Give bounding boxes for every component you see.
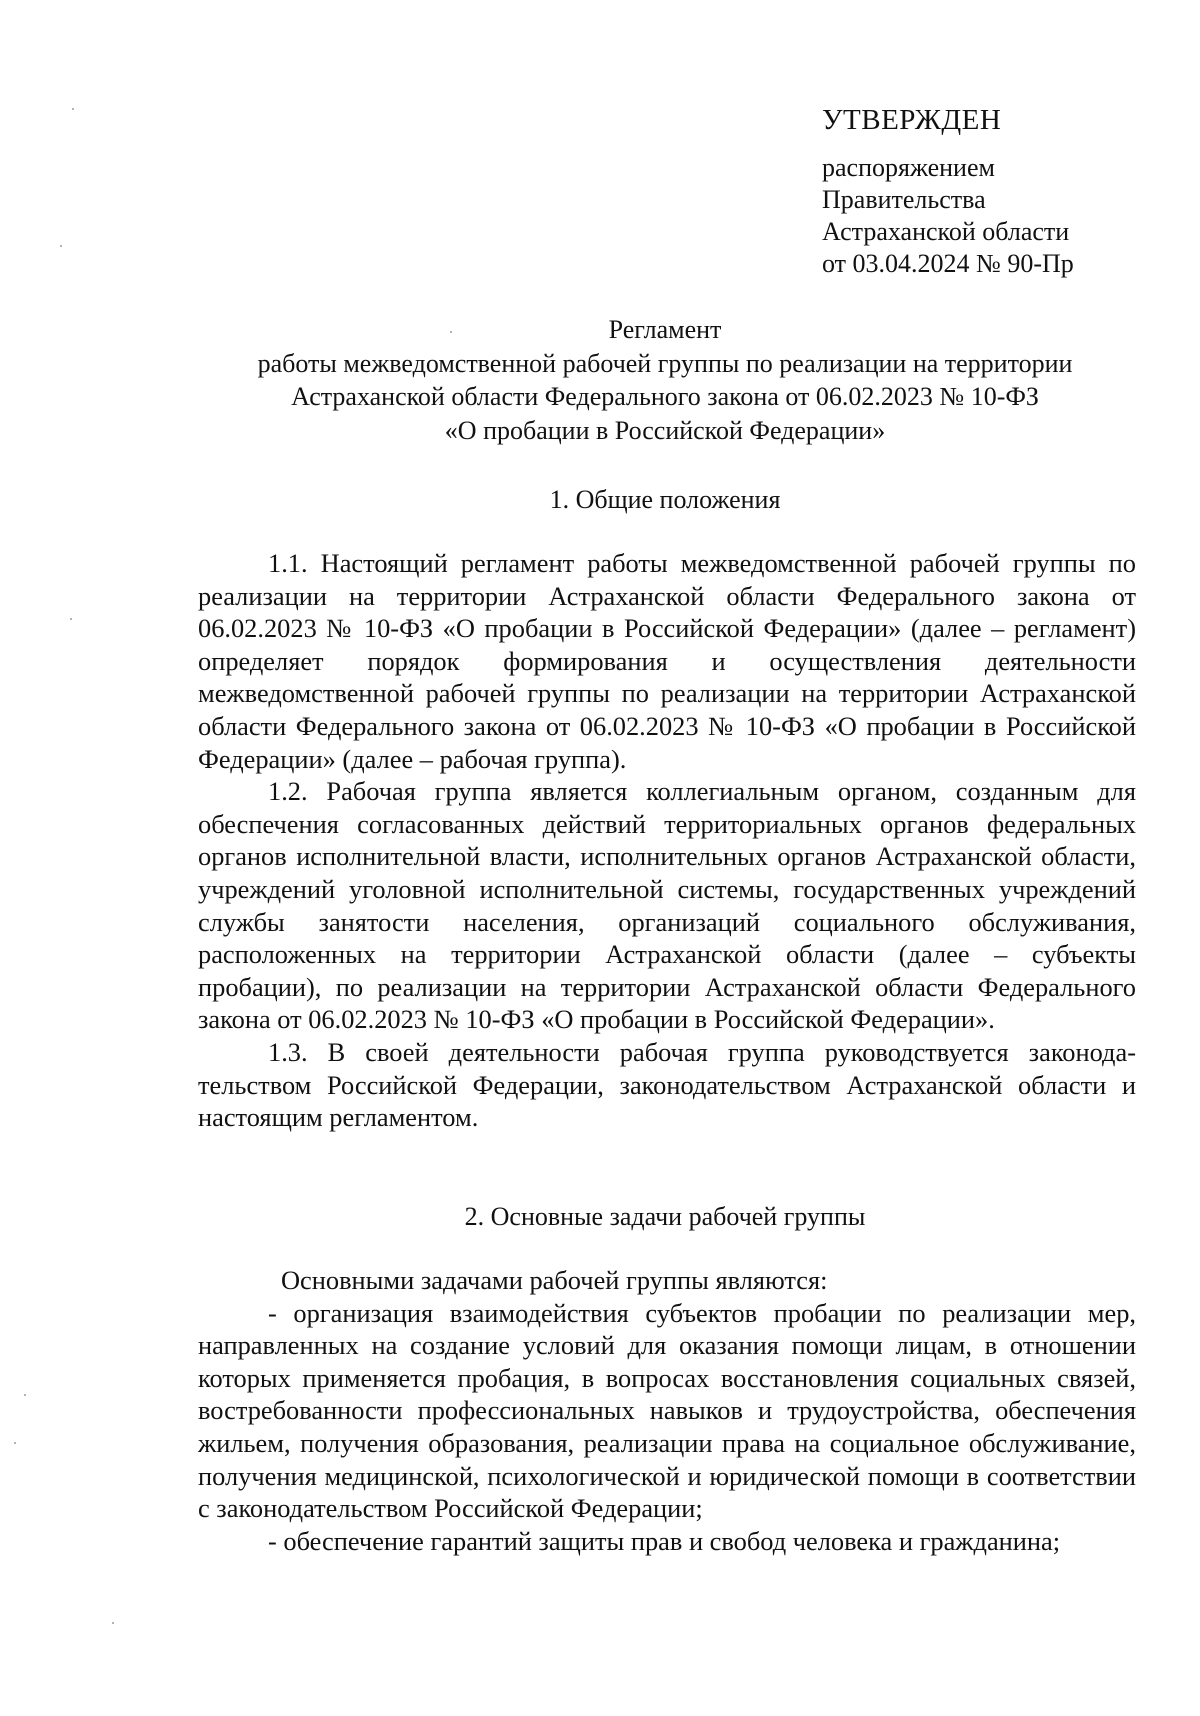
section-heading: 2. Основные задачи рабочей группы [464,1202,866,1231]
title-line: Регламент [608,315,722,344]
scan-speck [450,331,452,333]
scan-speck [72,108,74,110]
scan-speck [24,1394,26,1396]
scan-speck [70,618,72,620]
approval-line: Астраханской области [822,217,1070,246]
section-body [198,1264,1136,1557]
approval-block [822,100,1182,280]
scan-speck [60,245,62,247]
approval-heading: УТВЕРЖДЕН [822,104,1002,136]
approval-order-number: от 03.04.2024 № 90-Пр [822,249,1074,278]
title-line: Астраханской области Федерального закона от 06.02.2023 № 10-ФЗ [291,382,1039,411]
document-title [160,313,1170,447]
section-body [198,547,1136,1134]
paragraph: 1.1. Настоящий регламент работы межведомственной рабочей группы по реализации на территории Астраханской области Федерального закона от 06.02.2023 № 10-ФЗ «О пробации в Российской Федерации» (далее – регламент) определяет порядок формирования и осуществления деятельности межведомственной рабочей группы по реализации на территории Астраханской области Федерального закона от 06.02.2023 № 10-ФЗ «О пробации в Российской Федерации» (далее – рабочая группа). [198,548,1136,774]
list-item: - обеспечение гарантий защиты прав и свобод человека и гражданина; [268,1525,1061,1556]
title-line: «О пробации в Российской Федерации» [444,415,886,445]
paragraph: 1.3. В своей деятельности рабочая группа руководствуется законодательством Российской Федерации, законодательством Астраханской области и настоящим регламентом. [198,1036,1136,1133]
list-item: - организация взаимодействия субъектов пробации по реализации мер, направленных на создание условий для оказания помощи лицам, в отношении которых применяется пробация, в вопросах восстановления социальных связей, востребованности профессиональных навыков и трудоустройства, обеспечения жильем, получения образования, реализации права на социальное обслуживание, получения медицинской, психологической и юридической помощи в соответствии с законодательством Российской Федерации; [198,1297,1136,1524]
approval-line: распоряжением [822,153,995,182]
scan-speck [14,1442,16,1444]
title-line: работы межведомственной рабочей группы по реализации на территории [257,348,1073,378]
section-heading: 1. Общие положения [549,485,781,514]
paragraph: Основными задачами рабочей группы являются: [281,1265,828,1295]
approval-line: Правительства [822,185,986,214]
paragraph: 1.2. Рабочая группа является коллегиальным органом, созданным для обеспечения согласованных действий территориальных органов федеральных органов исполнительной власти, исполнительных органов Астраханской области, учреждений уголовной исполнительной системы, государственных учреждений службы занятости населения, организаций социального обслуживания, расположенных на территории Астраханской области (далее – субъекты пробации), по реализации на территории Астраханской области Федерального закона от 06.02.2023 № 10-ФЗ «О пробации в Российской Федерации». [198,776,1136,1035]
scan-speck [112,1622,114,1624]
